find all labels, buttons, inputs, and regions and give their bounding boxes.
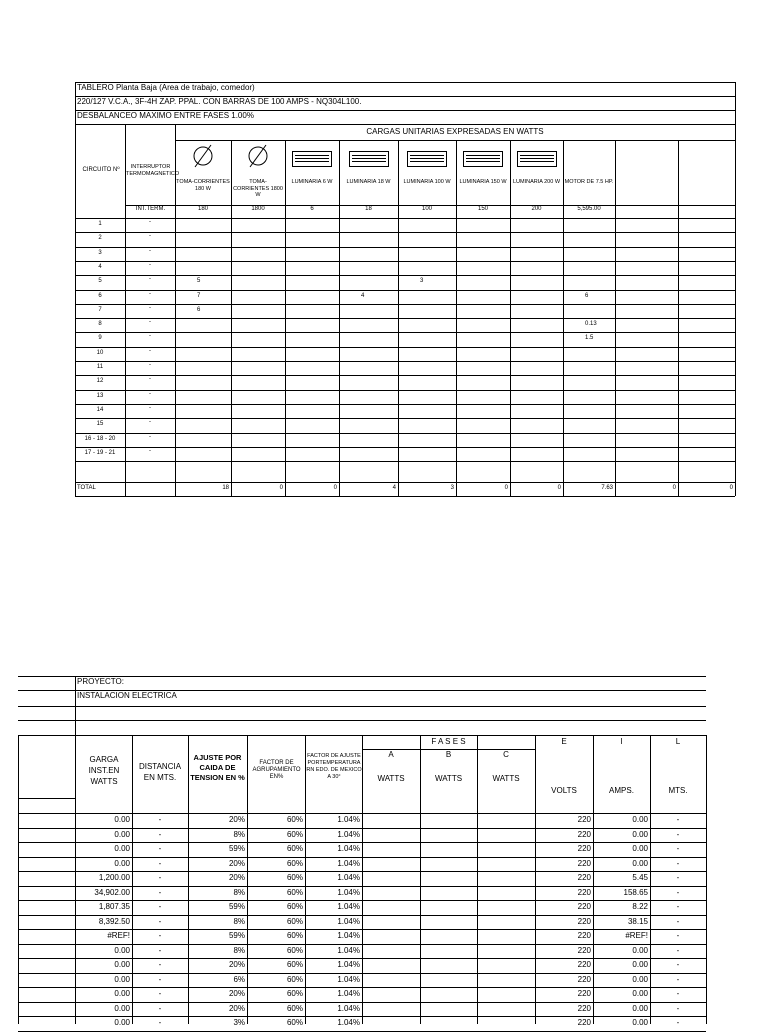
amps-value: 0.00: [632, 974, 648, 984]
load-count: 0.13: [585, 321, 597, 328]
total-value: 0: [333, 485, 337, 491]
amps-value: 0.00: [632, 989, 648, 998]
circuit-number: 9: [98, 335, 102, 342]
circuit-number: 2: [98, 235, 102, 242]
outlet-symbol-icon: [190, 143, 216, 169]
circuit-number: 12: [96, 378, 104, 385]
int-term-label: INT.TERM.: [135, 206, 166, 212]
temperature-factor-value: 1.04%: [337, 974, 360, 984]
grid-line: [175, 140, 735, 141]
temperature-factor-value: 1.04%: [337, 858, 360, 868]
total-label: TOTAL: [77, 485, 96, 491]
installed-load: 0.00: [114, 945, 130, 955]
installed-load: 34,902.00: [94, 887, 130, 897]
amps-value: 38.15: [627, 916, 648, 926]
volts-value: 220: [577, 858, 591, 868]
load-count: 6: [197, 306, 201, 313]
distance-value: -: [158, 858, 162, 868]
total-value: 7.63: [601, 485, 613, 491]
grouping-factor-value: 60%: [286, 873, 303, 882]
table-row-line: [18, 929, 706, 930]
voltage-drop-value: 20%: [228, 960, 245, 969]
distance-value: -: [158, 945, 162, 955]
distance-value: -: [158, 1018, 162, 1027]
circuit-number: 10: [96, 349, 104, 356]
breaker-value: -: [149, 261, 151, 268]
luminaire-symbol-icon: [407, 151, 447, 167]
breaker-value: -: [149, 290, 151, 297]
amps-value: 0.00: [632, 1018, 648, 1027]
breaker-value: -: [149, 247, 151, 254]
distance-value: -: [158, 873, 162, 882]
header-phase-b: B: [445, 750, 452, 759]
mts-value: -: [676, 1018, 680, 1027]
temperature-factor-value: 1.04%: [337, 829, 360, 839]
circuit-number: 6: [98, 292, 102, 299]
volts-value: 220: [577, 1018, 591, 1027]
grid-line: [18, 798, 75, 799]
circuit-number: 8: [98, 321, 102, 328]
mts-value: -: [676, 989, 680, 998]
distance-value: -: [158, 844, 162, 853]
total-value: 0: [557, 485, 561, 491]
breaker-value: -: [149, 347, 151, 354]
breaker-value: -: [149, 390, 151, 397]
load-count: 7: [197, 292, 201, 299]
mts-value: -: [676, 815, 680, 824]
mts-value: -: [676, 887, 680, 897]
total-value: 0: [672, 485, 676, 491]
header-i: I: [620, 737, 623, 746]
table-row-line: [18, 987, 706, 988]
grouping-factor-value: 60%: [286, 916, 303, 926]
outlet-symbol-icon: [245, 143, 271, 169]
mts-value: -: [676, 844, 680, 853]
table-row-line: [18, 842, 706, 843]
unit-value: 180: [197, 206, 208, 212]
volts-value: 220: [577, 887, 591, 897]
grouping-factor-value: 60%: [286, 815, 303, 824]
volts-value: 220: [577, 902, 591, 911]
grid-line: [18, 706, 706, 707]
grouping-factor-value: 60%: [286, 960, 303, 969]
circuit-number: 16 - 18 - 20: [84, 435, 116, 442]
mts-value: -: [676, 873, 680, 882]
distance-value: -: [158, 829, 162, 839]
volts-value: 220: [577, 931, 591, 940]
load-column-label: LUMINARIA 6 W: [291, 179, 333, 185]
distance-value: -: [158, 989, 162, 998]
imbalance-description: DESBALANCEO MAXIMO ENTRE FASES 1.00%: [77, 111, 254, 120]
load-column-label: LUMINARIA 100 W: [403, 179, 451, 185]
luminaire-symbol-icon: [292, 151, 332, 167]
amps-value: 0.00: [632, 829, 648, 839]
header-e: E: [561, 737, 567, 746]
grid-line: [18, 813, 706, 814]
temperature-factor-value: 1.04%: [337, 989, 360, 998]
amps-value: 158.65: [623, 887, 648, 897]
circuit-number: 17 - 19 - 21: [84, 449, 116, 456]
temperature-factor-value: 1.04%: [337, 1018, 360, 1027]
load-column-label: LUMINARIA 200 W: [512, 179, 561, 185]
voltage-drop-value: 8%: [233, 916, 245, 926]
table-row-line: [18, 900, 706, 901]
volts-value: 220: [577, 974, 591, 984]
voltage-drop-value: 59%: [228, 844, 245, 853]
unit-value: 18: [365, 206, 372, 212]
grouping-factor-value: 60%: [286, 945, 303, 955]
mts-value: -: [676, 858, 680, 868]
table-row-line: [18, 1016, 706, 1017]
load-column-label: MOTOR DE 7.5 HP.: [564, 179, 614, 185]
circuit-label: CIRCUITO Nº: [82, 167, 120, 173]
unit-value: 6: [310, 206, 314, 212]
installed-load: 0.00: [114, 829, 130, 839]
total-value: 0: [279, 485, 283, 491]
volts-value: 220: [577, 844, 591, 853]
header-grouping-factor: FACTOR DE AGRUPAMIENTO EN%: [252, 760, 301, 780]
voltage-drop-value: 59%: [228, 902, 245, 911]
amps-value: #REF!: [625, 931, 648, 940]
volts-value: 220: [577, 1003, 591, 1013]
load-column-label: TOMA-CORRIENTES 180 W: [176, 179, 230, 192]
unit-value: 5,595.00: [577, 206, 601, 212]
table-row-line: [18, 958, 706, 959]
breaker-value: -: [149, 319, 151, 326]
installed-load: 0.00: [114, 858, 130, 868]
project-label: PROYECTO:: [77, 677, 124, 686]
grouping-factor-value: 60%: [286, 974, 303, 984]
load-count: 6: [585, 292, 589, 299]
header-mts: MTS.: [668, 786, 688, 795]
breaker-value: -: [149, 219, 151, 225]
voltage-drop-value: 20%: [228, 1003, 245, 1013]
header-amps: AMPS.: [609, 786, 634, 795]
mts-value: -: [676, 974, 680, 984]
temperature-factor-value: 1.04%: [337, 945, 360, 955]
breaker-value: -: [149, 362, 151, 368]
header-volts: VOLTS: [551, 786, 577, 795]
breaker-value: -: [149, 233, 151, 240]
installed-load: 1,200.00: [98, 873, 130, 882]
total-value: 4: [392, 485, 396, 491]
installed-load: 0.00: [114, 815, 130, 824]
circuit-number: 15: [96, 421, 104, 428]
header-voltage-drop: AJUSTE POR CAIDA DE TENSION EN %: [190, 753, 245, 782]
mts-value: -: [676, 931, 680, 940]
volts-value: 220: [577, 960, 591, 969]
table-right-border: [735, 82, 736, 496]
load-column-label: LUMINARIA 18 W: [346, 179, 391, 185]
amps-value: 0.00: [632, 844, 648, 853]
amps-value: 0.00: [632, 815, 648, 824]
voltage-drop-value: 20%: [228, 873, 245, 882]
grid-line: [18, 720, 706, 721]
temperature-factor-value: 1.04%: [337, 960, 360, 969]
volts-value: 220: [577, 815, 591, 824]
breaker-label: INTERRUPTOR TERMOMAGNETICO: [126, 164, 180, 177]
voltage-drop-value: 20%: [228, 858, 245, 868]
breaker-value: -: [149, 276, 151, 283]
luminaire-symbol-icon: [349, 151, 389, 167]
grouping-factor-value: 60%: [286, 887, 303, 897]
grid-line: [75, 482, 735, 483]
load-count: 3: [420, 278, 424, 285]
breaker-value: -: [149, 304, 151, 311]
grouping-factor-value: 60%: [286, 931, 303, 940]
loads-header: CARGAS UNITARIAS EXPRESADAS EN WATTS: [366, 127, 544, 136]
breaker-value: -: [149, 376, 151, 383]
installed-load: 0.00: [114, 1018, 130, 1027]
header-distance: DISTANCIA EN MTS.: [138, 762, 182, 782]
header-watts: WATTS: [377, 774, 405, 783]
luminaire-symbol-icon: [463, 151, 503, 167]
temperature-factor-value: 1.04%: [337, 902, 360, 911]
installed-load: #REF!: [107, 931, 130, 940]
mts-value: -: [676, 945, 680, 955]
grid-line: [75, 124, 735, 125]
volts-value: 220: [577, 916, 591, 926]
total-value: 18: [222, 485, 229, 491]
distance-value: -: [158, 887, 162, 897]
circuit-number: 5: [98, 278, 102, 285]
total-value: 3: [450, 485, 454, 491]
circuit-number: 14: [96, 406, 104, 413]
circuit-number: 7: [98, 306, 102, 313]
distance-value: -: [158, 916, 162, 926]
header-watts: WATTS: [492, 774, 520, 783]
table-row-line: [75, 461, 735, 462]
amps-value: 0.00: [632, 945, 648, 955]
installed-load: 0.00: [114, 1003, 130, 1013]
grid-line: [125, 205, 735, 206]
installed-load: 0.00: [114, 974, 130, 984]
load-column-label: LUMINARIA 150 W: [459, 179, 507, 185]
voltage-drop-value: 8%: [233, 945, 245, 955]
voltage-drop-value: 6%: [233, 974, 245, 984]
installed-load: 8,392.50: [98, 916, 130, 926]
breaker-value: -: [149, 404, 151, 411]
amps-value: 8.22: [632, 902, 648, 911]
voltage-drop-value: 20%: [228, 815, 245, 824]
table-row-line: [18, 871, 706, 872]
header-watts: WATTS: [434, 774, 463, 783]
unit-value: 150: [477, 206, 488, 212]
volts-value: 220: [577, 945, 591, 955]
mts-value: -: [676, 829, 680, 839]
header-l: L: [675, 737, 681, 746]
temperature-factor-value: 1.04%: [337, 931, 360, 940]
total-value: 0: [729, 485, 733, 491]
installed-load: 0.00: [114, 989, 130, 998]
volts-value: 220: [577, 829, 591, 839]
column-line: [18, 735, 19, 1024]
grouping-factor-value: 60%: [286, 1003, 303, 1013]
voltage-drop-value: 8%: [233, 887, 245, 897]
header-phase-c: C: [503, 750, 509, 759]
table-bottom-border: [75, 496, 735, 497]
installed-load: 0.00: [114, 844, 130, 853]
grouping-factor-value: 60%: [286, 902, 303, 911]
circuit-number: 3: [98, 249, 102, 256]
luminaire-symbol-icon: [517, 151, 557, 167]
mts-value: -: [676, 960, 680, 969]
voltage-drop-value: 20%: [228, 989, 245, 998]
installed-load: 1,807.35: [98, 902, 130, 911]
temperature-factor-value: 1.04%: [337, 1003, 360, 1013]
load-count: 4: [361, 292, 365, 299]
volts-value: 220: [577, 873, 591, 882]
temperature-factor-value: 1.04%: [337, 887, 360, 897]
voltage-drop-value: 8%: [233, 829, 245, 839]
unit-value: 200: [531, 206, 542, 212]
unit-value: 100: [421, 206, 432, 212]
distance-value: -: [158, 974, 162, 984]
mts-value: -: [676, 1003, 680, 1013]
temperature-factor-value: 1.04%: [337, 815, 360, 824]
breaker-value: -: [149, 433, 151, 440]
circuit-number: 4: [98, 263, 102, 270]
grouping-factor-value: 60%: [286, 829, 303, 839]
distance-value: -: [158, 902, 162, 911]
header-phase-a: A: [388, 750, 394, 759]
load-count: 1.5: [585, 335, 594, 342]
installed-load: 0.00: [114, 960, 130, 969]
grouping-factor-value: 60%: [286, 1018, 303, 1027]
amps-value: 0.00: [632, 1003, 648, 1013]
volts-value: 220: [577, 989, 591, 998]
distance-value: -: [158, 960, 162, 969]
voltage-drop-value: 59%: [228, 931, 245, 940]
column-line: [706, 735, 707, 1024]
breaker-value: -: [149, 419, 151, 426]
unit-value: 1800: [251, 206, 265, 212]
distance-value: -: [158, 1003, 162, 1013]
grouping-factor-value: 60%: [286, 844, 303, 853]
circuit-number: 1: [98, 221, 102, 227]
breaker-value: -: [149, 447, 151, 454]
panel-title: TABLERO Planta Baja (Area de trabajo, comedor): [77, 83, 255, 92]
distance-value: -: [158, 931, 162, 940]
header-temperature-factor: FACTOR DE AJUSTE PORTEMPERATURA RN EDO. DE MEXICO A 30°: [306, 753, 362, 780]
load-count: 5: [197, 278, 201, 285]
distance-value: -: [158, 815, 162, 824]
grouping-factor-value: 60%: [286, 858, 303, 868]
mts-value: -: [676, 902, 680, 911]
amps-value: 0.00: [632, 960, 648, 969]
circuit-number: 11: [96, 364, 104, 370]
grouping-factor-value: 60%: [286, 989, 303, 998]
mts-value: -: [676, 916, 680, 926]
amps-value: 5.45: [632, 873, 648, 882]
breaker-value: -: [149, 333, 151, 340]
load-column-label: TOMA-CORRIENTES 1800 W: [233, 179, 283, 198]
header-load: GARGA INST.EN WATTS: [88, 755, 120, 786]
temperature-factor-value: 1.04%: [337, 873, 360, 882]
temperature-factor-value: 1.04%: [337, 844, 360, 853]
total-value: 0: [504, 485, 508, 491]
temperature-factor-value: 1.04%: [337, 916, 360, 926]
voltage-drop-value: 3%: [233, 1018, 245, 1027]
header-phases: F A S E S: [431, 737, 466, 746]
supply-description: 220/127 V.C.A., 3F-4H ZAP. PPAL. CON BARRAS DE 100 AMPS - NQ304L100.: [77, 97, 362, 106]
installation-label: INSTALACION ELECTRICA: [77, 691, 177, 700]
circuit-number: 13: [96, 392, 104, 399]
amps-value: 0.00: [632, 858, 648, 868]
